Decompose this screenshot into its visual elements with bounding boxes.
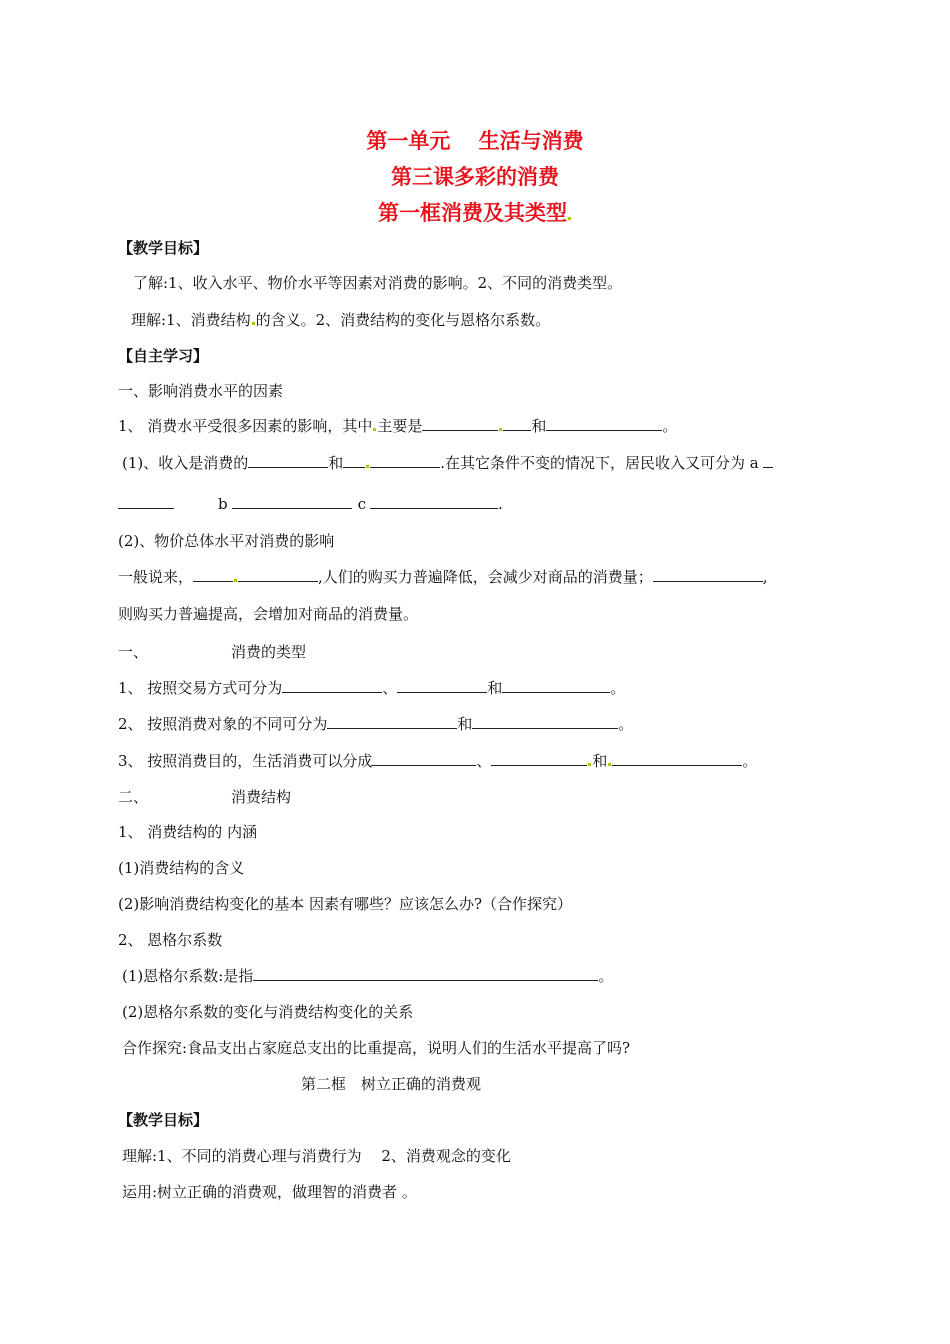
structure-line-1: 1、 消费结构的 内涵: [118, 823, 258, 841]
type-question-2: 2、 按照消费对象的不同可分为 和 。: [118, 715, 634, 733]
answer-blank[interactable]: [491, 751, 587, 766]
mark-dot: [588, 763, 591, 766]
mark-dot: [568, 217, 571, 220]
teaching-goals-heading-2: 【教学目标】: [118, 1111, 209, 1129]
answer-blank[interactable]: [370, 453, 440, 468]
type-question-1: 1、 按照交易方式可分为 、 和 。: [118, 679, 626, 697]
answer-blank[interactable]: [253, 966, 598, 981]
answer-blank[interactable]: [193, 567, 233, 582]
type-question-3: 3、 按照消费目的，生活消费可以分成 、 和 。: [118, 752, 758, 770]
answer-blank[interactable]: [397, 678, 487, 693]
engel-relation-line: (2)恩格尔系数的变化与消费结构变化的关系: [122, 1003, 414, 1021]
structure-line-2: (1)消费结构的含义: [118, 859, 245, 877]
answer-blank[interactable]: [282, 678, 382, 693]
goal2-understand-line: 理解:1、不同的消费心理与消费行为 2、消费观念的变化: [122, 1147, 511, 1165]
teaching-goals-heading: 【教学目标】: [118, 239, 209, 257]
question-line-1: 1、 消费水平受很多因素的影响，其中 主要是 和 。: [118, 417, 678, 435]
mark-dot: [608, 763, 611, 766]
answer-blank[interactable]: [248, 453, 328, 468]
answer-blank[interactable]: [653, 567, 763, 582]
answer-blank[interactable]: [422, 416, 498, 431]
answer-blank[interactable]: [238, 567, 318, 582]
structure-line-3: (2)影响消费结构变化的基本 因素有哪些？应该怎么办?（合作探究）: [118, 895, 573, 913]
cooperative-inquiry-line: 合作探究:食品支出占家庭总支出的比重提高，说明人们的生活水平提高了吗?: [122, 1039, 631, 1057]
question-line-2: (1)、收入是消费的 和 .在其它条件不变的情况下，居民收入又可分为 a: [122, 452, 773, 473]
mark-dot: [373, 428, 376, 431]
mark-dot: [234, 579, 237, 582]
answer-blank[interactable]: [763, 453, 773, 468]
section-factors-heading: 一、影响消费水平的因素: [118, 382, 284, 400]
answer-blank[interactable]: [546, 416, 662, 431]
answer-blank[interactable]: [370, 494, 498, 509]
answer-blank[interactable]: [232, 494, 352, 509]
mark-dot: [252, 322, 255, 325]
price-level-line: (2)、物价总体水平对消费的影响: [118, 532, 335, 550]
answer-blank[interactable]: [343, 453, 365, 468]
goal-comprehend-line: 理解:1、消费结构 的含义。2、消费结构的变化与恩格尔系数。: [131, 311, 551, 329]
frame-two-title: 第二框 树立正确的消费观: [301, 1075, 482, 1093]
answer-blank[interactable]: [372, 751, 476, 766]
mark-dot: [499, 428, 502, 431]
section-types-heading: 一、 消费的类型: [118, 643, 307, 661]
answer-blank[interactable]: [472, 714, 618, 729]
frame-title: 第一框消费及其类型: [0, 197, 950, 227]
unit-title: 第一单元 生活与消费: [366, 129, 584, 153]
answer-blank[interactable]: [118, 494, 174, 509]
lesson-title: 第三课多彩的消费: [391, 165, 559, 189]
answer-blank[interactable]: [327, 714, 457, 729]
question-line-2-cont: b c .: [118, 494, 503, 513]
answer-blank[interactable]: [612, 751, 742, 766]
price-question-line-cont: 则购买力普遍提高，会增加对商品的消费量。: [118, 605, 419, 623]
goal2-apply-line: 运用:树立正确的消费观，做理智的消费者 。: [122, 1183, 417, 1201]
answer-blank[interactable]: [503, 416, 531, 431]
engel-heading: 2、 恩格尔系数: [118, 931, 223, 949]
section-structure-heading: 二、 消费结构: [118, 788, 292, 806]
price-question-line: 一般说来， ,人们的购买力普遍降低，会减少对商品的消费量； ,: [118, 568, 768, 586]
engel-definition-line: (1)恩格尔系数:是指 。: [122, 967, 614, 985]
mark-dot: [366, 465, 369, 468]
goal-understand-line: 了解:1、收入水平、物价水平等因素对消费的影响。2、不同的消费类型。: [133, 274, 623, 292]
self-study-heading: 【自主学习】: [118, 347, 209, 365]
answer-blank[interactable]: [502, 678, 610, 693]
